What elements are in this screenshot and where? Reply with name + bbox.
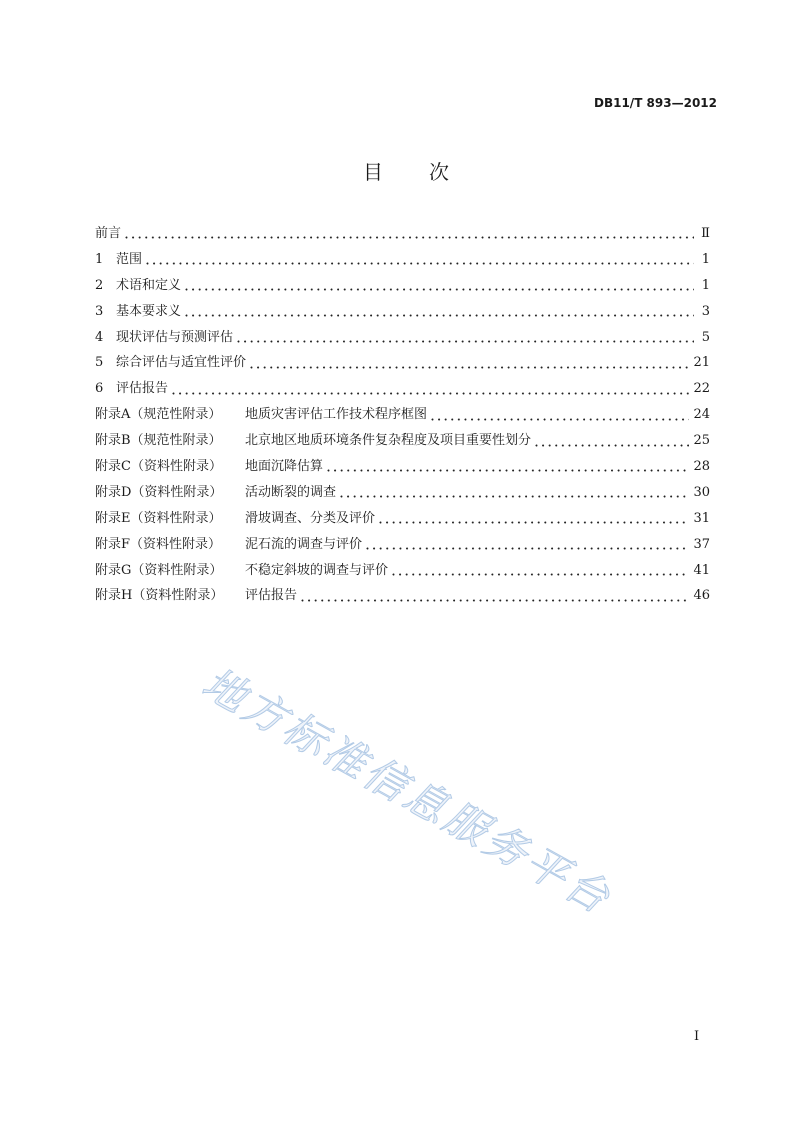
appendix-page: 25 bbox=[693, 433, 710, 449]
toc-appendix-entry bbox=[95, 583, 710, 609]
appendix-page: 41 bbox=[693, 562, 710, 578]
appendix-label: 附录G（资料性附录） bbox=[95, 562, 223, 578]
toc-entry-number: 3 bbox=[95, 303, 104, 319]
toc-entry bbox=[95, 325, 710, 351]
appendix-label: 附录B（规范性附录） bbox=[95, 433, 222, 449]
toc-appendix-entry bbox=[95, 532, 710, 558]
dot-leader bbox=[146, 262, 694, 265]
dot-leader bbox=[301, 599, 689, 602]
appendix-title: 不稳定斜坡的调查与评价 bbox=[245, 562, 389, 578]
dot-leader bbox=[172, 392, 689, 395]
appendix-page: 28 bbox=[693, 459, 710, 475]
toc-entry-page: 21 bbox=[693, 355, 710, 371]
toc-entry-page: Ⅱ bbox=[701, 226, 710, 241]
appendix-label: 附录F（资料性附录） bbox=[95, 536, 222, 552]
dot-leader bbox=[340, 495, 689, 498]
toc-entry-foreword bbox=[95, 221, 710, 247]
toc-entry bbox=[95, 273, 710, 299]
toc-entry-title: 前言 bbox=[95, 226, 122, 241]
toc-entry-page: 1 bbox=[701, 277, 710, 293]
appendix-title: 滑坡调查、分类及评价 bbox=[245, 510, 376, 526]
document-code: DB11/T 893—2012 bbox=[594, 96, 717, 110]
appendix-title: 地面沉降估算 bbox=[245, 459, 324, 475]
appendix-label: 附录H（资料性附录） bbox=[95, 588, 224, 604]
toc-entry bbox=[95, 299, 710, 325]
toc-entry bbox=[95, 247, 710, 273]
dot-leader bbox=[125, 236, 694, 239]
appendix-page: 46 bbox=[693, 588, 710, 604]
toc-entry bbox=[95, 350, 710, 376]
appendix-page: 24 bbox=[693, 407, 710, 423]
watermark: 地方标准信息服务平台 bbox=[194, 658, 621, 925]
appendix-title: 北京地区地质环境条件复杂程度及项目重要性划分 bbox=[245, 433, 532, 449]
table-of-contents bbox=[95, 221, 710, 609]
toc-appendix-entry bbox=[95, 402, 710, 428]
dot-leader bbox=[327, 469, 689, 472]
toc-appendix-entry bbox=[95, 454, 710, 480]
dot-leader bbox=[431, 418, 689, 421]
dot-leader bbox=[185, 314, 694, 317]
toc-entry bbox=[95, 376, 710, 402]
toc-entry-number: 4 bbox=[95, 329, 104, 345]
toc-entry-title: 范围 bbox=[116, 251, 143, 267]
toc-entry-page: 22 bbox=[693, 381, 710, 397]
appendix-label: 附录A（规范性附录） bbox=[95, 407, 222, 423]
appendix-page: 30 bbox=[693, 484, 710, 500]
toc-entry-title: 评估报告 bbox=[116, 381, 169, 397]
page-number: I bbox=[694, 1029, 700, 1044]
toc-entry-title: 术语和定义 bbox=[116, 277, 182, 293]
dot-leader bbox=[379, 521, 689, 524]
toc-entry-number: 1 bbox=[95, 251, 104, 267]
appendix-title: 地质灾害评估工作技术程序框图 bbox=[245, 407, 428, 423]
appendix-page: 37 bbox=[693, 536, 710, 552]
toc-appendix-entry bbox=[95, 558, 710, 584]
appendix-title: 评估报告 bbox=[245, 588, 298, 604]
toc-appendix-entry bbox=[95, 428, 710, 454]
toc-entry-number: 5 bbox=[95, 355, 104, 371]
toc-appendix-entry bbox=[95, 506, 710, 532]
toc-entry-title: 现状评估与预测评估 bbox=[116, 329, 234, 345]
dot-leader bbox=[366, 547, 689, 550]
toc-entry-number: 2 bbox=[95, 277, 104, 293]
dot-leader bbox=[535, 444, 689, 447]
dot-leader bbox=[392, 573, 689, 576]
page-title: 目 次 bbox=[363, 160, 451, 184]
appendix-title: 泥石流的调查与评价 bbox=[245, 536, 363, 552]
toc-entry-title: 综合评估与适宜性评价 bbox=[116, 355, 247, 371]
toc-entry-page: 3 bbox=[701, 303, 710, 319]
appendix-label: 附录C（资料性附录） bbox=[95, 459, 222, 475]
dot-leader bbox=[250, 366, 689, 369]
appendix-label: 附录E（资料性附录） bbox=[95, 510, 222, 526]
toc-entry-number: 6 bbox=[95, 381, 104, 397]
dot-leader bbox=[185, 288, 694, 291]
toc-appendix-entry bbox=[95, 480, 710, 506]
appendix-page: 31 bbox=[693, 510, 710, 526]
dot-leader bbox=[237, 340, 694, 343]
toc-entry-page: 5 bbox=[701, 329, 710, 345]
toc-entry-title: 基本要求义 bbox=[116, 303, 182, 319]
toc-entry-page: 1 bbox=[701, 251, 710, 267]
appendix-label: 附录D（资料性附录） bbox=[95, 484, 223, 500]
appendix-title: 活动断裂的调查 bbox=[245, 484, 337, 500]
